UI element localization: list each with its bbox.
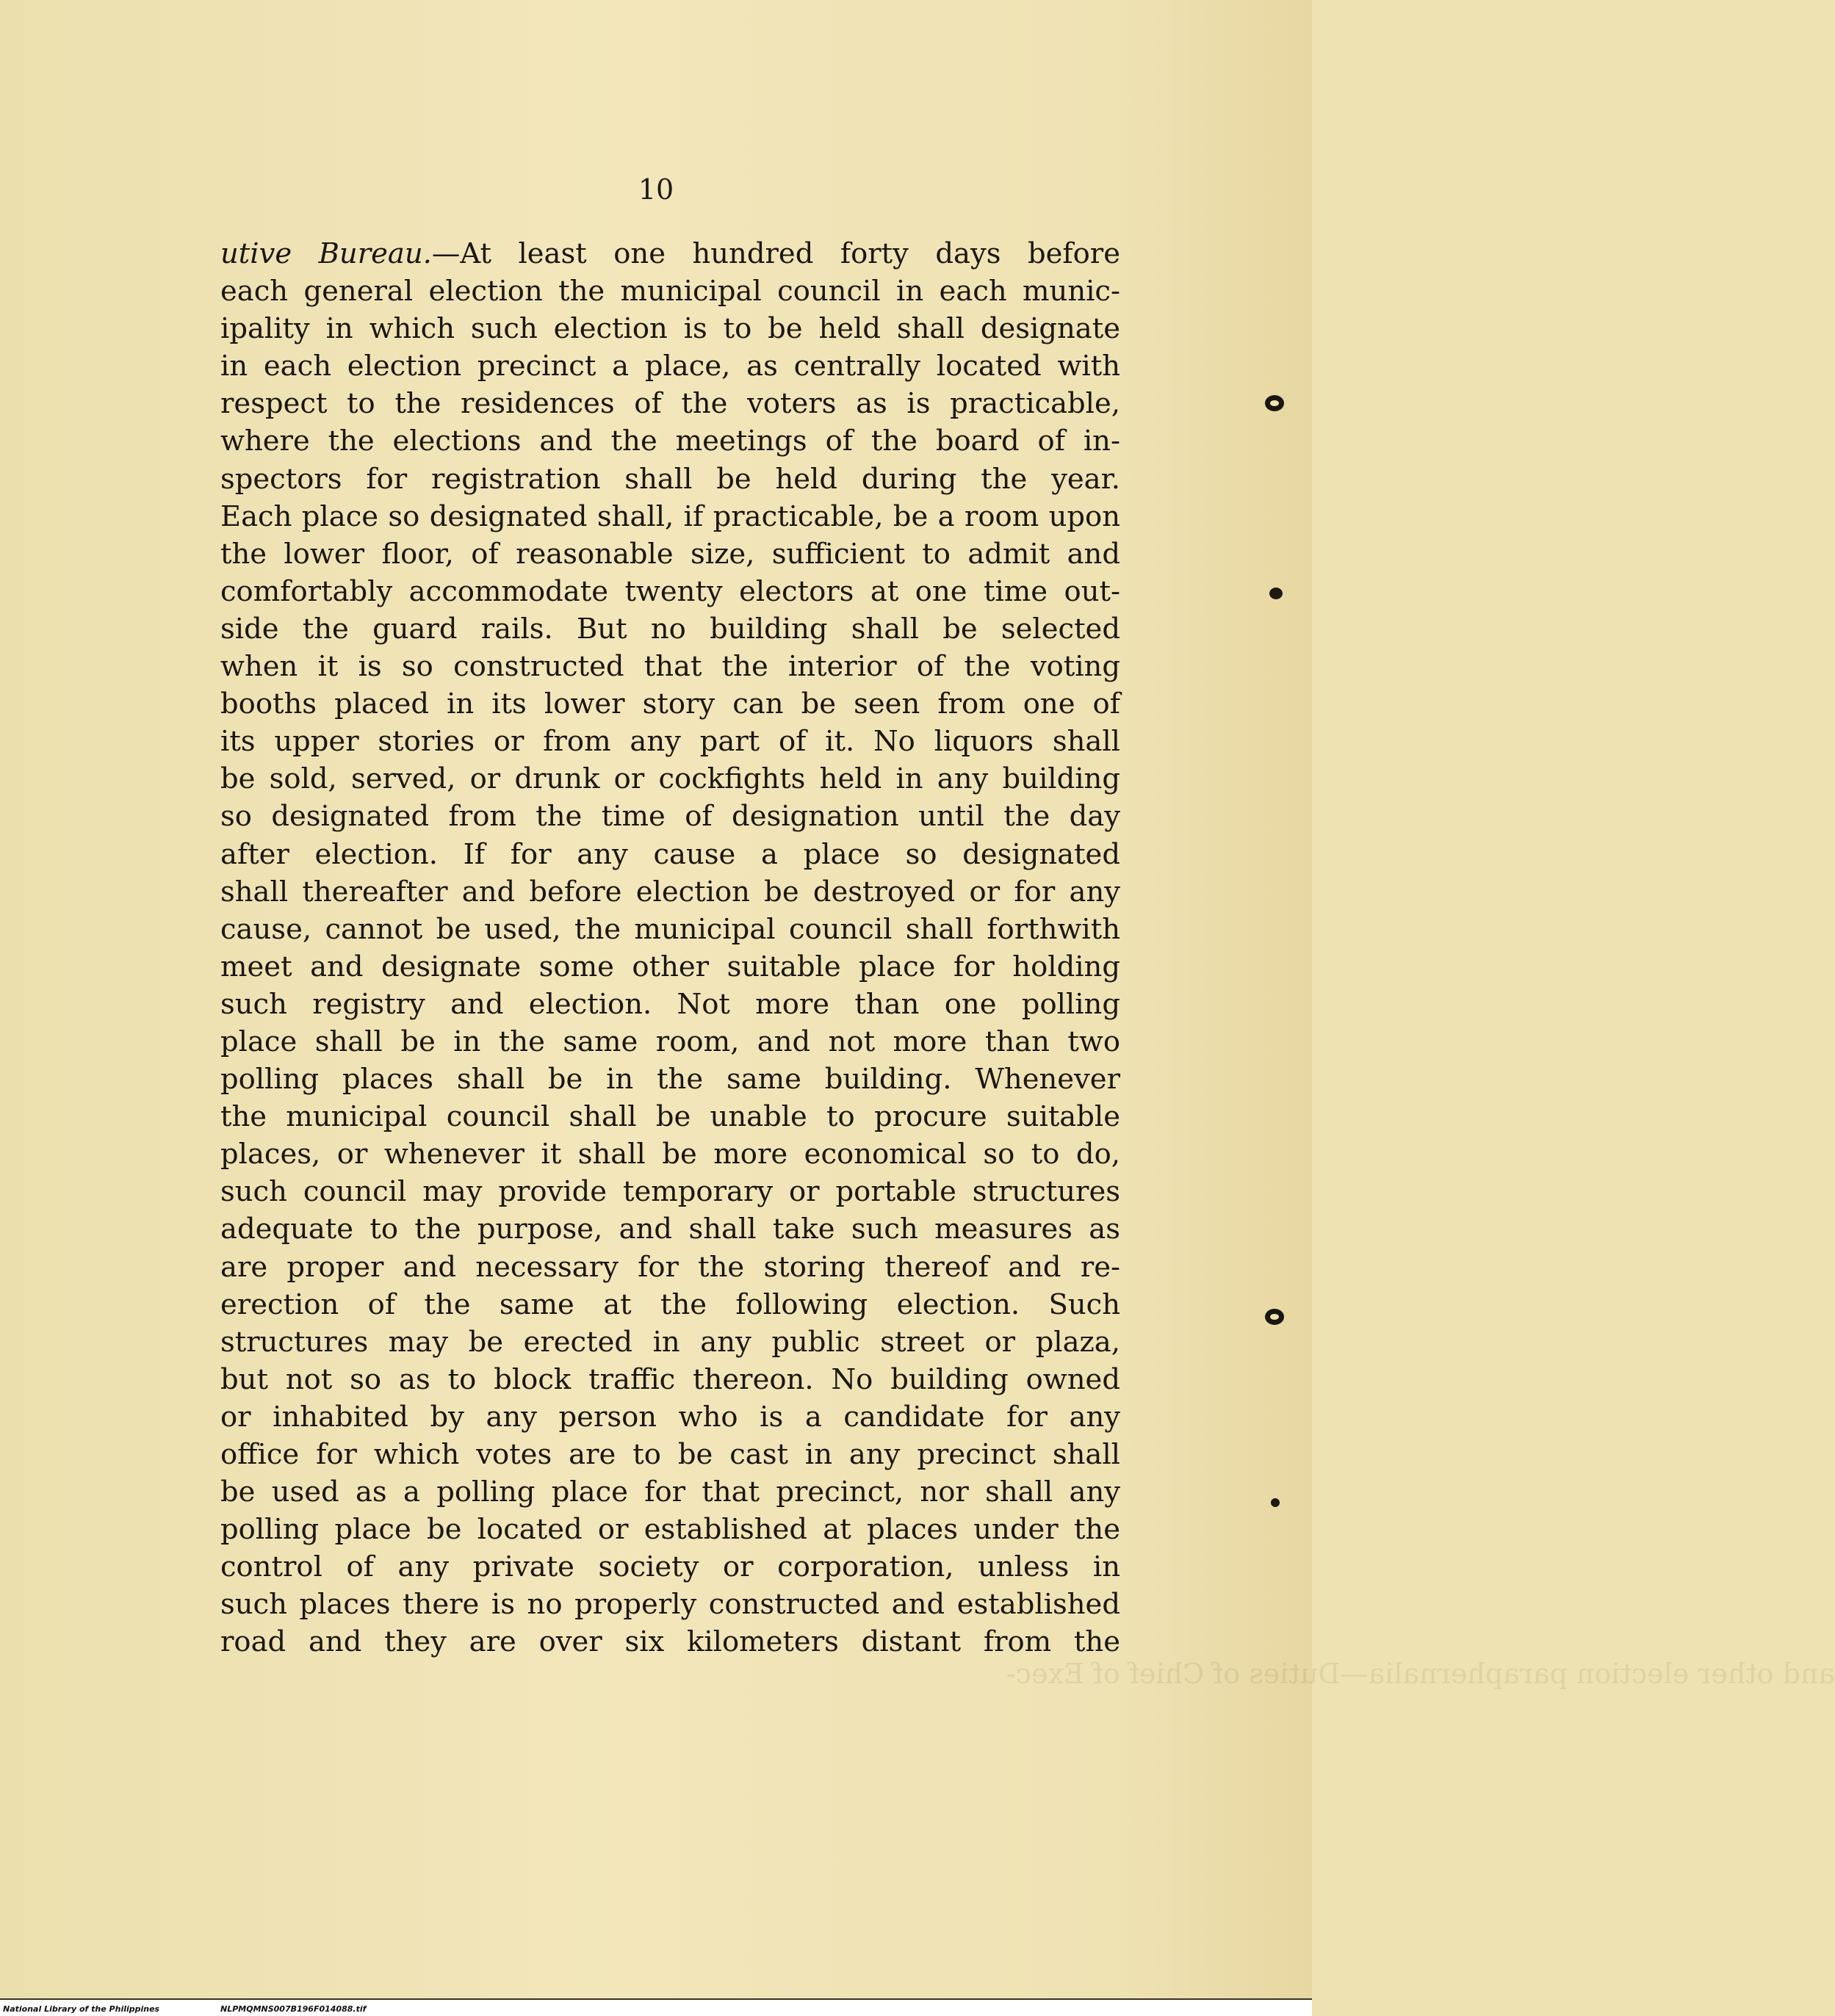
text-line: are proper and necessary for the storing thereof and re- <box>220 1250 1120 1284</box>
text-line: the lower floor, of reasonable size, sufficient to admit and <box>220 537 1120 571</box>
first-line-rest: —At least one hundred forty days before <box>431 237 1120 270</box>
text-line: in each election precinct a place, as centrally located with <box>220 350 1120 383</box>
body-text <box>220 235 1120 1661</box>
text-line: meet and designate some other suitable place for holding <box>220 950 1120 983</box>
text-line: where the elections and the meetings of the board of in- <box>220 424 1120 458</box>
file-id-label: NLPMQMNS007B196F014088.tif <box>220 2004 367 2014</box>
text-line: Each place so designated shall, if practicable, be a room upon <box>220 499 1120 533</box>
library-label: National Library of the Philippines <box>3 2004 160 2014</box>
text-line: places, or whenever it shall be more economical so to do, <box>220 1138 1120 1171</box>
binding-hole <box>1265 1309 1284 1325</box>
text-line: structures may be erected in any public street or plaza, <box>220 1325 1120 1359</box>
bleed-through-line: and other election paraphernalia—Duties of Chief of Exec- <box>1006 1658 1835 1690</box>
text-line: when it is so constructed that the interior of the voting <box>220 650 1120 684</box>
text-line: side the guard rails. But no building shall be selected <box>220 612 1120 646</box>
text-line: erection of the same at the following election. Such <box>220 1287 1120 1321</box>
text-line: but not so as to block traffic thereon. No building owned <box>220 1362 1120 1396</box>
text-line: each general election the municipal council in each munic- <box>220 275 1120 308</box>
text-line: control of any private society or corporation, unless in <box>220 1550 1120 1584</box>
binding-mark <box>1271 1498 1280 1507</box>
text-line: polling places shall be in the same building. Whenever <box>220 1063 1120 1096</box>
text-line: so designated from the time of designation until the day <box>220 800 1120 834</box>
text-line: spectors for registration shall be held during the year. <box>220 462 1120 496</box>
text-line: polling place be located or established at places under the <box>220 1513 1120 1547</box>
text-line: such registry and election. Not more than one polling <box>220 987 1120 1021</box>
text-line: or inhabited by any person who is a candidate for any <box>220 1400 1120 1434</box>
text-line: after election. If for any cause a place so designated <box>220 837 1120 871</box>
page-number: 10 <box>638 173 674 206</box>
text-line: place shall be in the same room, and not more than two <box>220 1025 1120 1058</box>
text-line: such council may provide temporary or portable structures <box>220 1175 1120 1209</box>
text-line: be sold, served, or drunk or cockfights held in any building <box>220 762 1120 796</box>
text-line: office for which votes are to be cast in any precinct shall <box>220 1438 1120 1471</box>
text-line: such places there is no properly constructed and established <box>220 1588 1120 1622</box>
text-line: adequate to the purpose, and shall take such measures as <box>220 1213 1120 1246</box>
scan-footer <box>0 1998 1312 2016</box>
binding-hole <box>1265 395 1284 411</box>
bleed-through-text <box>1006 1656 1835 1691</box>
text-line-first <box>220 235 1120 272</box>
text-line: road and they are over six kilometers distant from the <box>220 1625 1120 1659</box>
text-line: respect to the residences of the voters as is practicable, <box>220 387 1120 421</box>
text-line: ipality in which such election is to be held shall designate <box>220 312 1120 346</box>
text-line: its upper stories or from any part of it. No liquors shall <box>220 725 1120 759</box>
text-line: booths placed in its lower story can be seen from one of <box>220 687 1120 721</box>
text-line: comfortably accommodate twenty electors at one time out- <box>220 574 1120 608</box>
text-line: cause, cannot be used, the municipal council shall forthwith <box>220 912 1120 946</box>
italic-heading: utive Bureau. <box>220 237 432 270</box>
text-line: be used as a polling place for that precinct, nor shall any <box>220 1475 1120 1509</box>
text-line: the municipal council shall be unable to procure suitable <box>220 1100 1120 1134</box>
text-lines <box>220 272 1120 1661</box>
text-line: shall thereafter and before election be destroyed or for any <box>220 875 1120 908</box>
binding-mark <box>1269 588 1283 599</box>
